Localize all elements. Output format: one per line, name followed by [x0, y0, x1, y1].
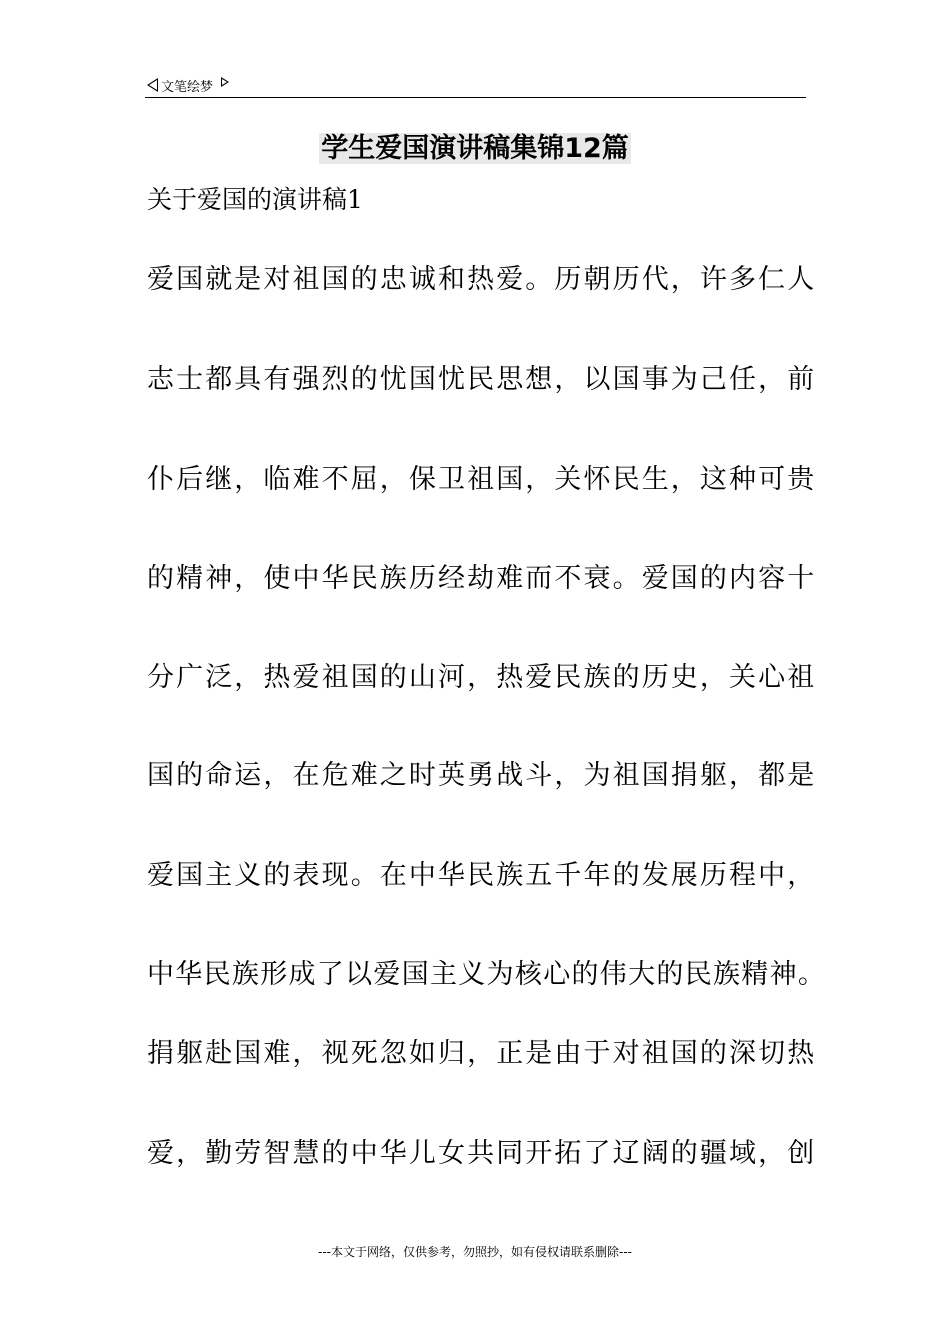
document-title-text: 学生爱国演讲稿集锦12篇: [321, 133, 629, 164]
body-line-8: 中华民族形成了以爱国主义为核心的伟大的民族精神。: [147, 959, 827, 990]
body-line-9: 捐躯赴国难，视死忽如归，正是由于对祖国的深切热: [147, 1038, 817, 1069]
section-heading: 关于爱国的演讲稿1: [147, 185, 363, 214]
footer-disclaimer: ---本文于网络，仅供参考，勿照抄，如有侵权请联系删除---: [318, 1245, 632, 1259]
triangle-left-icon: [147, 78, 158, 92]
body-line-10: 爱，勤劳智慧的中华儿女共同开拓了辽阔的疆域，创: [147, 1138, 817, 1169]
body-line-2: 志士都具有强烈的忧国忧民思想，以国事为己任，前: [147, 364, 817, 395]
body-line-1: 爱国就是对祖国的忠诚和热爱。历朝历代，许多仁人: [147, 264, 817, 295]
header-brand: 文笔绘梦: [161, 79, 214, 95]
document-title: [0, 131, 950, 167]
header-divider: [145, 97, 806, 98]
page-header: [147, 74, 229, 96]
body-line-6: 国的命运，在危难之时英勇战斗，为祖国捐躯，都是: [147, 760, 817, 791]
triangle-right-icon: [221, 77, 229, 87]
body-line-3: 仆后继，临难不屈，保卫祖国，关怀民生，这种可贵: [147, 464, 817, 495]
body-line-4: 的精神，使中华民族历经劫难而不衰。爱国的内容十: [147, 563, 817, 594]
body-line-7: 爱国主义的表现。在中华民族五千年的发展历程中，: [147, 860, 817, 891]
body-line-5: 分广泛，热爱祖国的山河，热爱民族的历史，关心祖: [147, 662, 817, 693]
